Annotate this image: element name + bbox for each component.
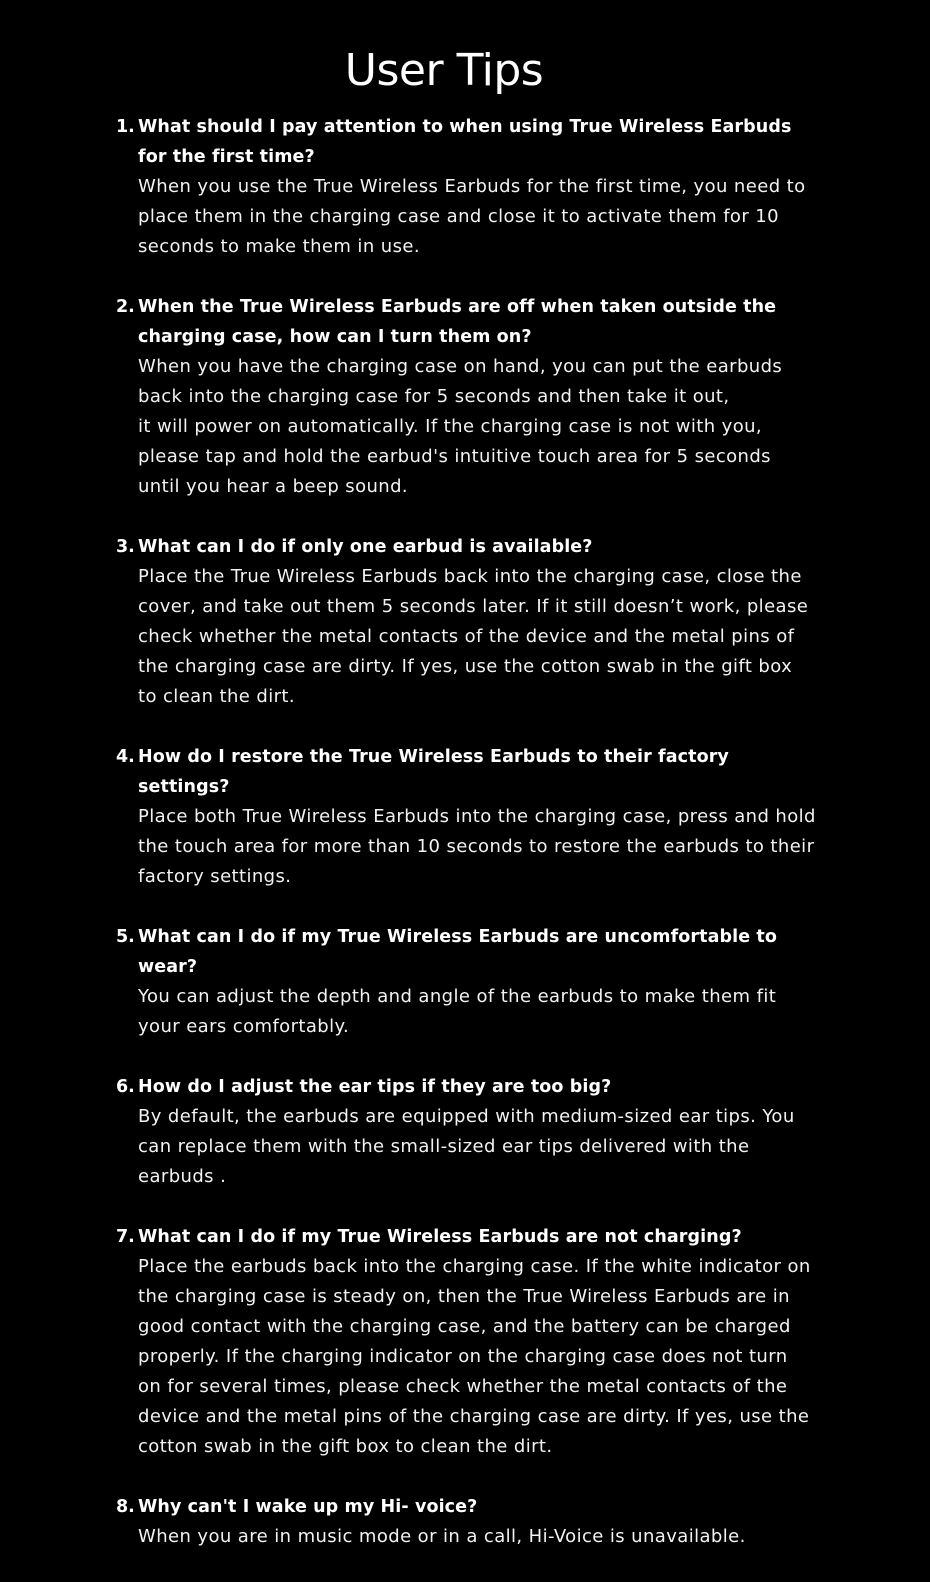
tip-item [116,922,816,1042]
tip-answer: When you are in music mode or in a call, Hi-Voice is unavailable. [138,1526,746,1547]
tip-answer: Place both True Wireless Earbuds into the charging case, press and hold the touch area for more than 10 seconds to restore the earbuds to their factory settings. [138,806,816,887]
tip-number: 2. [116,297,135,317]
tip-item [116,1222,816,1462]
tip-question-row [116,1072,816,1102]
tip-item [116,292,816,502]
tip-number: 6. [116,1077,135,1097]
tip-answer: When you have the charging case on hand, you can put the earbuds back into the charging case for 5 seconds and then take it out, it will power on automatically. If the charging case is not with you, please tap and hold the earbud's intuitive touch area for 5 seconds until you hear a beep sound. [138,356,783,497]
tip-item [116,112,816,262]
tip-number: 4. [116,747,135,767]
tip-question: What can I do if only one earbud is available? [138,537,593,557]
tip-answer: When you use the True Wireless Earbuds for the first time, you need to place them in the charging case and close it to activate them for 10 seconds to make them in use. [138,176,806,257]
tip-answer: By default, the earbuds are equipped with medium-sized ear tips. You can replace them with the small-sized ear tips delivered with the earbuds . [138,1106,795,1187]
tip-question-row [116,1492,816,1522]
tip-question: How do I adjust the ear tips if they are too big? [138,1077,612,1097]
tip-item [116,742,816,892]
page-title: User Tips [344,45,544,97]
tip-question-row [116,922,816,982]
tip-question-row [116,742,816,802]
tips-list [116,112,816,1582]
tip-question-row [116,292,816,352]
tip-number: 1. [116,117,135,137]
tip-question: What can I do if my True Wireless Earbuds are uncomfortable to wear? [138,927,777,977]
tip-question-row [116,1222,816,1252]
tip-number: 7. [116,1227,135,1247]
tip-question: What can I do if my True Wireless Earbuds are not charging? [138,1227,742,1247]
tip-item [116,1492,816,1552]
tip-question: What should I pay attention to when using True Wireless Earbuds for the first time? [138,117,792,167]
tip-number: 8. [116,1497,135,1517]
tip-question-row [116,112,816,172]
tip-item [116,532,816,712]
tip-question: How do I restore the True Wireless Earbuds to their factory settings? [138,747,729,797]
tip-question: When the True Wireless Earbuds are off when taken outside the charging case, how can I turn them on? [138,297,777,347]
tip-answer: You can adjust the depth and angle of the earbuds to make them fit your ears comfortably. [138,986,777,1037]
tip-question: Why can't I wake up my Hi- voice? [138,1497,478,1517]
tip-answer: Place the True Wireless Earbuds back into the charging case, close the cover, and take out them 5 seconds later. If it still doesn’t work, please check whether the metal contacts of the device and the metal pins of the charging case are dirty. If yes, use the cotton swab in the gift box to clean the dirt. [138,566,809,707]
tip-answer: Place the earbuds back into the charging case. If the white indicator on the charging case is steady on, then the True Wireless Earbuds are in good contact with the charging case, and the battery can be charged properly. If the charging indicator on the charging case does not turn on for several times, please check whether the metal contacts of the device and the metal pins of the charging case are dirty. If yes, use the cotton swab in the gift box to clean the dirt. [138,1256,811,1457]
tip-number: 5. [116,927,135,947]
tip-question-row [116,532,816,562]
tip-item [116,1072,816,1192]
tip-number: 3. [116,537,135,557]
